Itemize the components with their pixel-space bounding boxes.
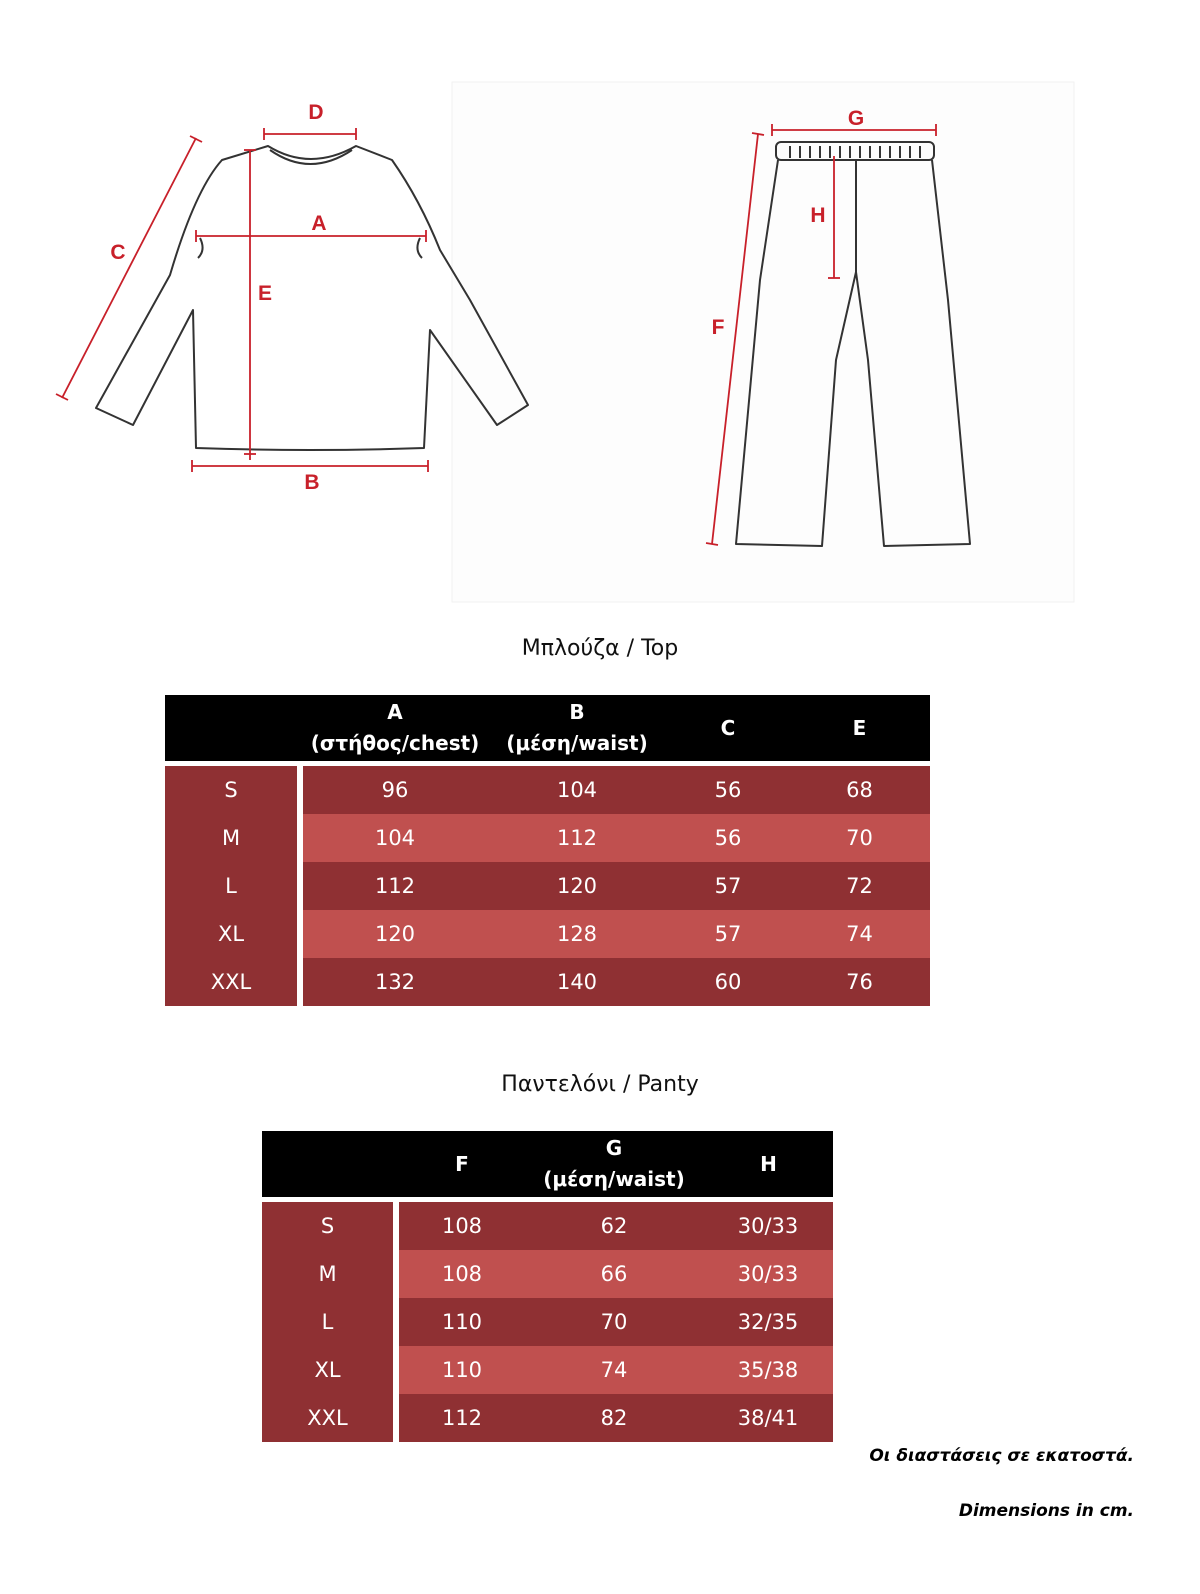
size-label: M: [221, 826, 241, 850]
label-d: D: [308, 101, 324, 124]
size-diagram: [0, 0, 1200, 620]
header-a: A (στήθος/chest): [310, 700, 480, 755]
table-row: 112 120 57 72: [303, 862, 930, 910]
units-note-english: Dimensions in cm.: [958, 1501, 1134, 1521]
top-table-title: Μπλούζα / Top: [521, 636, 679, 661]
table-row: 108 66 30/33: [399, 1250, 833, 1298]
label-a: A: [311, 212, 327, 235]
table-row: 132 140 60 76: [303, 958, 930, 1006]
size-label: XL: [217, 922, 245, 946]
label-f: F: [711, 316, 725, 339]
size-label: XXL: [307, 1406, 348, 1430]
top-size-table: [165, 695, 930, 1006]
header-b: B (μέση/waist): [506, 700, 648, 755]
header-f: F: [455, 1151, 469, 1176]
label-e: E: [257, 282, 273, 305]
label-h: H: [810, 204, 826, 227]
header-e: E: [852, 715, 867, 740]
size-label: M: [318, 1262, 337, 1286]
table-row: 120 128 57 74: [303, 910, 930, 958]
header-g: G (μέση/waist): [543, 1136, 685, 1191]
header-c: C: [720, 715, 736, 740]
table-row: 110 74 35/38: [399, 1346, 833, 1394]
size-label: S: [224, 778, 238, 802]
size-label: L: [225, 874, 237, 898]
table-header: [165, 695, 930, 761]
size-column: [165, 766, 297, 1006]
table-row: 110 70 32/35: [399, 1298, 833, 1346]
table-row: 112 82 38/41: [399, 1394, 833, 1442]
data-column: [303, 766, 930, 1006]
pant-table-title: Παντελόνι / Panty: [501, 1072, 699, 1097]
table-row: 96 104 56 68: [303, 766, 930, 814]
size-label: XL: [314, 1358, 341, 1382]
size-label: L: [321, 1310, 334, 1334]
pant-size-table: [262, 1131, 833, 1442]
table-row: 108 62 30/33: [399, 1202, 833, 1250]
size-label: S: [320, 1214, 335, 1238]
header-h: H: [760, 1151, 777, 1176]
label-b: B: [304, 471, 320, 494]
size-label: XXL: [210, 970, 252, 994]
units-note-greek: Οι διαστάσεις σε εκατοστά.: [869, 1446, 1134, 1466]
table-row: 104 112 56 70: [303, 814, 930, 862]
label-g: G: [847, 107, 865, 130]
data-column: [399, 1202, 833, 1442]
label-c: C: [110, 241, 126, 264]
size-column: [262, 1202, 393, 1442]
table-header: [262, 1131, 833, 1197]
